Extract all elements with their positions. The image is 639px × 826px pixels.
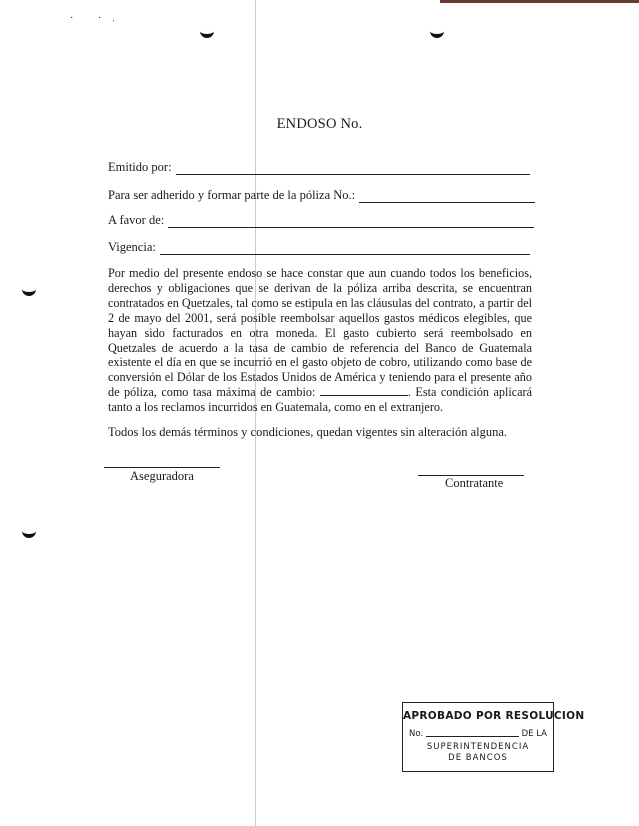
approval-stamp — [402, 702, 585, 772]
stamp-number-row — [409, 729, 547, 739]
field-vigencia — [108, 240, 530, 255]
stamp-de-la-label: DE LA — [521, 729, 547, 739]
signature-label-contratante: Contratante — [445, 476, 504, 490]
favor-blank-line — [168, 215, 534, 228]
field-emitido — [108, 160, 530, 175]
signature-line-aseguradora — [104, 467, 220, 468]
body-text-part2: . Esta condición aplicará tanto a los reclamos incurridos en Guatemala, como en el extranjero. — [108, 385, 533, 415]
scan-speck: · — [98, 13, 102, 24]
closing-statement: Todos los demás términos y condiciones, quedan vigentes sin alteración alguna. — [108, 425, 508, 439]
vigencia-blank-line — [160, 242, 530, 255]
poliza-blank-line — [359, 190, 535, 203]
body-text-part1: Por medio del presente endoso se hace constar que aun cuando todos los beneficios, derechos y obligaciones que se derivan de la póliza arriba descrita, se encuentran contratados en Quetzales, tal como se estipula en las cláusulas del contrato, a partir del 2 de mayo del 2001, será posible reembolsar aquellos gastos médicos elegibles, que hayan sido facturados en otra moneda. El gasto cubierto será reembolsado en Quetzales de acuerdo a la tasa de cambio de referencia del Banco de Guatemala existente el día en que se incurrió en el gasto objeto de cobro, utilizando como base de conversión el Dólar de los Estados Unidos de América y teniendo para el presente año de póliza, como tasa máxima de cambio: — [108, 266, 532, 400]
punch-hole-mark — [430, 26, 444, 38]
punch-hole-mark — [22, 526, 36, 538]
scan-edge-rule — [440, 0, 639, 3]
emitido-blank-line — [176, 162, 530, 175]
stamp-heading: APROBADO POR RESOLUCION — [403, 710, 585, 722]
stamp-number-blank — [426, 736, 519, 737]
stamp-superintendencia: SUPERINTENDENCIA — [426, 742, 530, 752]
punch-hole-mark — [200, 26, 214, 38]
exchange-rate-blank — [320, 385, 408, 396]
signature-label-aseguradora: Aseguradora — [130, 469, 194, 483]
body-paragraph — [108, 266, 532, 415]
favor-label: A favor de: — [108, 213, 165, 227]
field-poliza — [108, 188, 535, 203]
emitido-label: Emitido por: — [108, 160, 172, 174]
scan-speck: ˌ — [112, 11, 116, 22]
scan-speck: · — [70, 13, 74, 24]
stamp-no-label: No. — [409, 729, 424, 739]
poliza-label: Para ser adherido y formar parte de la póliza No.: — [108, 188, 356, 202]
punch-hole-mark — [22, 284, 36, 296]
field-favor — [108, 213, 534, 228]
vigencia-label: Vigencia: — [108, 240, 156, 254]
stamp-de-bancos: DE BANCOS — [448, 753, 508, 763]
document-title: ENDOSO No. — [276, 116, 363, 132]
